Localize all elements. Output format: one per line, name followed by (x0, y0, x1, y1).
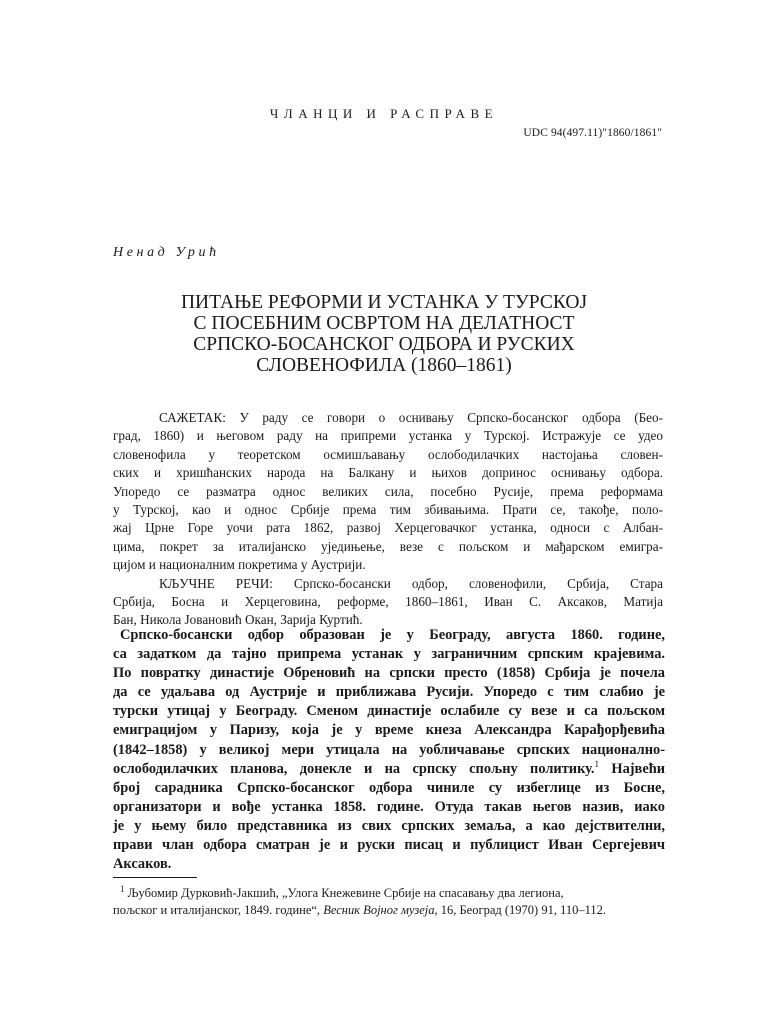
body-line: да се удаљава од Аустрије и приближава Русији. Упоредо с тим слабио је (113, 684, 665, 701)
body-line: организатори и вође устанка 1858. године. Отуда такав његов назив, иако (113, 798, 665, 815)
keywords-line: КЉУЧНЕ РЕЧИ: Српско-босански одбор, словенофили, Србија, Стара (159, 575, 663, 591)
abstract-line: ских и хришћанских народа на Балкану и њихов допринос оснивању одбора. (113, 465, 663, 481)
udc-classification: UDC 94(497.11)"1860/1861" (523, 127, 662, 139)
title-line: С ПОСЕБНИМ ОСВРТОМ НА ДЕЛАТНОСТ (193, 313, 575, 334)
section-heading: ЧЛАНЦИ И РАСПРАВЕ (269, 106, 499, 121)
footnote (113, 885, 659, 919)
abstract-line: у Турској, као и однос Србије према тим збивањима. Прати се, такође, поло- (113, 501, 663, 517)
abstract-line: жај Црне Горе уочи рата 1862, развој Херцеговачког устанка, односи с Албан- (113, 520, 663, 536)
body-line: са задатком да тајно припрема устанак у заграничним српским крајевима. (113, 646, 665, 663)
footnote-line (113, 902, 659, 919)
body-line: је у њему било представника из свих српских земаља, а као дејствителни, (113, 817, 665, 834)
body-line: Аксаков. (113, 856, 172, 873)
title-line: СЛОВЕНОФИЛА (1860–1861) (256, 355, 512, 376)
abstract-line: цијом и националним покретима у Аустрији. (113, 557, 366, 573)
abstract (113, 409, 663, 630)
article-title (110, 292, 658, 376)
author-name: Ненад Урић (113, 245, 220, 260)
footnote-ref[interactable]: 1 (594, 758, 600, 769)
abstract-line: Упоредо се разматра однос великих сила, посебно Русије, према реформама (113, 483, 663, 499)
abstract-line: САЖЕТАК: У раду се говори о оснивању Српско-босанског одбора (Бео- (159, 410, 663, 425)
footnote-text: Љубомир Дурковић-Јакшић, „Улога Кнежевине Србије на спасавању два легиона, (124, 886, 564, 900)
footnote-text: , 16, Београд (1970) 91, 110–112. (434, 903, 607, 917)
footnote-text: пољског и италијанског, 1849. године“, (113, 903, 324, 917)
body-line: По повратку династије Обреновић на српски престо (1858) Србија је почела (113, 665, 665, 682)
title-line: СРПСКО-БОСАНСКОГ ОДБОРА И РУСКИХ (193, 334, 575, 355)
abstract-line: град, 1860) и његовом раду на припреми устанка у Турској. Истражује се удео (113, 428, 663, 444)
abstract-line: словенофила у теоретском осмишљавању ослободилачких настојања словен- (113, 446, 663, 462)
keywords-line: Бан, Никола Јовановић Окан, Зарија Куртић. (113, 612, 363, 628)
footnote-marker: 1 (120, 883, 125, 894)
keywords-line: Србија, Босна и Херцеговина, реформе, 1860–1861, Иван С. Аксаков, Матија (113, 593, 663, 609)
footnote-line (113, 885, 659, 902)
body-line: (1842–1858) у великој мери утицала на уобличавање српских национално- (113, 741, 665, 758)
body-line-text: ослободилачких планова, донекле и на српску спољну политику. (113, 760, 595, 777)
abstract-line: цима, покрет за италијанско уједињење, везе с пољском и мађарском емигра- (113, 538, 663, 554)
body-line (113, 760, 665, 779)
footnote-divider (113, 877, 197, 878)
body-line: прави члан одбора сматран је и руски писац и публицист Иван Сергејевич (113, 837, 665, 854)
body-line-text: Највећи (599, 760, 666, 777)
body-paragraph (113, 626, 665, 874)
footnote-journal: Весник Војног музеја (323, 903, 435, 917)
body-line: турски утицај у Београду. Сменом династије ослабиле су везе и са пољском (113, 703, 665, 720)
body-line: број сарадника Српско-босанског одбора чиниле су избеглице из Босне, (113, 779, 665, 796)
body-line: емиграцијом у Паризу, која је у време кнеза Александра Карађорђевића (113, 722, 665, 739)
title-line: ПИТАЊЕ РЕФОРМИ И УСТАНКА У ТУРСКОЈ (180, 292, 588, 313)
body-line: Српско-босански одбор образован је у Београду, августа 1860. године, (120, 627, 665, 643)
